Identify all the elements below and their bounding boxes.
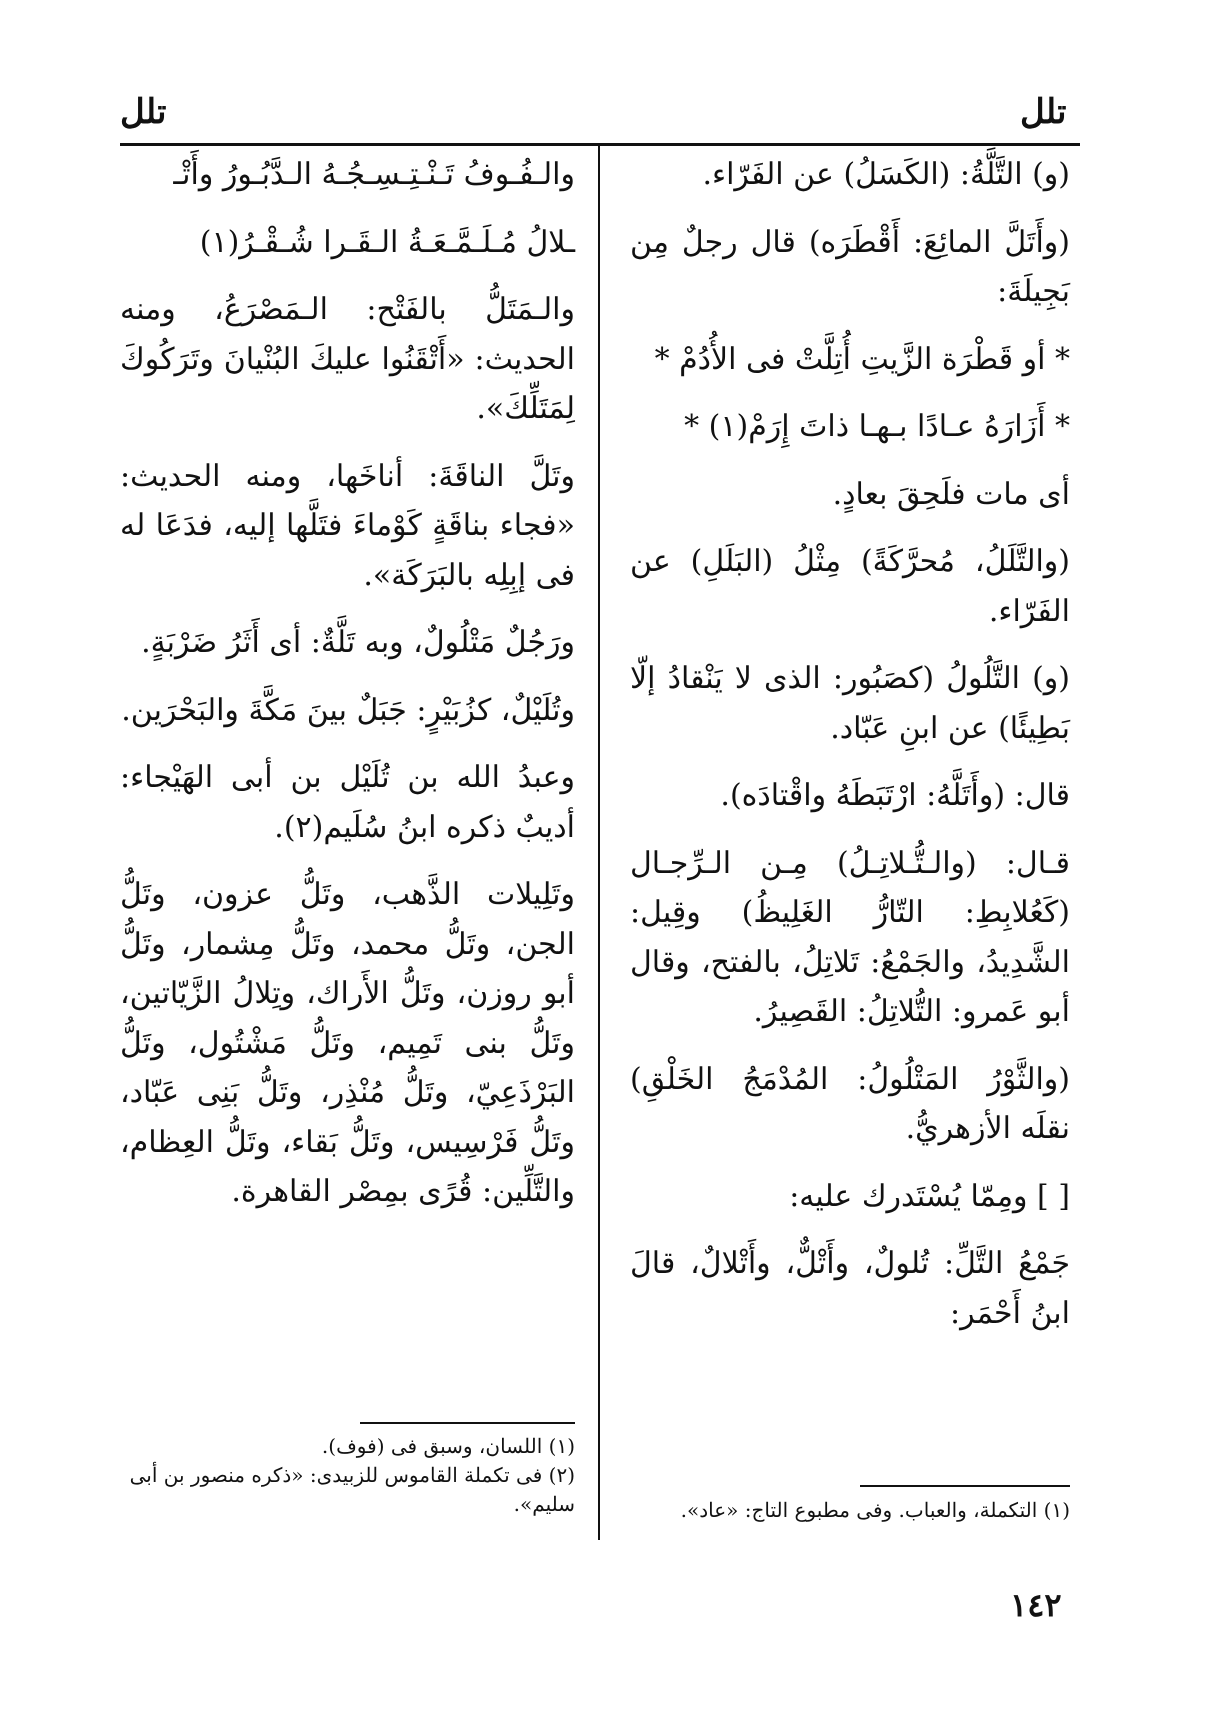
paragraph: ورَجُلٌ مَتْلُولٌ، وبه تَلَّةٌ: أى أَثَرُ ضَرْبَةٍ. (141, 625, 575, 660)
paragraph: وتَلِيلات الذَّهب، وتَلُّ عزون، وتَلُّ الجن، وتَلُّ محمد، وتَلُّ مِشمار، وتَلُّ أبو روزن، وتَلُّ الأَراك، وتِلالُ الزَّيّاتين، وتَلُّ بنى تَمِيم، وتَلُّ مَشْتُول، وتَلُّ البَرْذَعِيّ، وتَلُّ مُنْذِر، وتَلُّ بَنِى عَبّاد، وتَلُّ فَرْسِيس، وتَلُّ بَقاء، وتَلُّ العِظام، والتَّلِّين: قُرًى بمِصْر القاهرة. (120, 877, 575, 1209)
verse-line: والـفُـوفُ تَـنْـتِـسِـجُـهُ الـدَّبُـورُ وأَتْـ (173, 157, 575, 192)
footnote: (١) اللسان، وسبق فى (فوف). (321, 1434, 575, 1458)
paragraph: (والثَّوْرُ المَتْلُولُ: المُدْمَجُ الخَلْقِ) نقلَه الأزهريُّ. (630, 1061, 1070, 1146)
paragraph: [ ] ومِمّا يُسْتَدرك عليه: (789, 1178, 1070, 1214)
paragraph: جَمْعُ التَّلِّ: تُلولٌ، وأَتْلٌّ، وأَتْلالٌ، قالَ ابنُ أَحْمَر: (630, 1246, 1070, 1331)
header-word-left: تلل (120, 92, 167, 132)
paragraph: قال: (وأَتَلَّهُ: ارْتَبَطَهُ واقْتادَه). (720, 778, 1070, 813)
paragraph: والـمَتَلُّ بالفَتْح: الـمَصْرَعُ، ومنه الحديث: «أَتْقَنُوا عليكَ البُنْيانَ وتَرَكُوكَ لِمَتَلِّكَ». (120, 292, 575, 426)
footnote: (٢) فى تكملة القاموس للزبيدى: «ذكره منصور بن أبى سليم». (129, 1463, 575, 1516)
footnote-rule-right (860, 1485, 1070, 1487)
page-number: ١٤٢ (1010, 1586, 1062, 1624)
footnotes-left (120, 1432, 575, 1519)
paragraph: وتُلَيْلٌ، كزُبَيْرٍ: جَبَلٌ بينَ مَكَّةَ والبَحْرَين. (121, 692, 575, 728)
header-rule (120, 143, 1080, 146)
paragraph: قـال: (والـتُّـلاتِـلُ) مِـن الـرِّجـال (كَعُلابِطِ: التّارُّ الغَلِيظُ) وقِيل: الشَّدِيدُ، والجَمْعُ: تَلاتِلُ، بالفتح، وقال أبو عَمرو: التُّلاتِلُ: القَصِيرُ. (630, 845, 1070, 1029)
paragraph: (و) التَّلَّةُ: (الكَسَلُ) عن الفَرّاء. (702, 157, 1070, 192)
paragraph: وتَلَّ الناقَةَ: أناخَها، ومنه الحديث: «فجاء بناقَةٍ كَوْماءَ فتَلَّها إليه، فدَعَا له فى إبِلِه بالبَرَكَة». (120, 458, 575, 593)
header-word-right: تلل (1020, 92, 1067, 132)
left-column (120, 150, 575, 1235)
verse-line: * أو قَطْرَة الزَّيتِ أُتِلَّتْ فى الأُدُمْ * (654, 341, 1070, 377)
paragraph: وعبدُ الله بن تُلَيْل بن أبى الهَيْجاء: أديبٌ ذكره ابنُ سُلَيم(٢). (120, 760, 575, 845)
verse-line: ـلالُ مُـلَـمَّـعَـةُ الـقَـرا شُـقْـرُ(١) (199, 224, 575, 260)
paragraph: (وأَتَلَّ المائِعَ: أَقْطَرَه) قال رجلٌ مِن بَجِيلَةَ: (630, 224, 1070, 309)
footnotes-right (640, 1496, 1070, 1525)
paragraph: (و) التَّلُولُ (كصَبُور: الذى لا يَنْقادُ إلّا بَطِيئًا) عن ابنِ عَبّاد. (630, 661, 1070, 746)
footnote-rule-left (360, 1422, 575, 1424)
paragraph: (والتَّلَلُ، مُحرَّكَةً) مِثْلُ (البَلَلِ) عن الفَرّاء. (630, 544, 1070, 629)
column-divider (598, 145, 600, 1540)
verse-line: * أَزَارَهُ عـادًا بـهـا ذاتَ إِرَمْ(١) * (684, 409, 1070, 444)
right-column (630, 150, 1070, 1356)
paragraph: أى مات فلَحِقَ بعادٍ. (832, 476, 1070, 512)
footnote: (١) التكملة، والعباب. وفى مطبوع التاج: «عاد». (680, 1498, 1070, 1522)
